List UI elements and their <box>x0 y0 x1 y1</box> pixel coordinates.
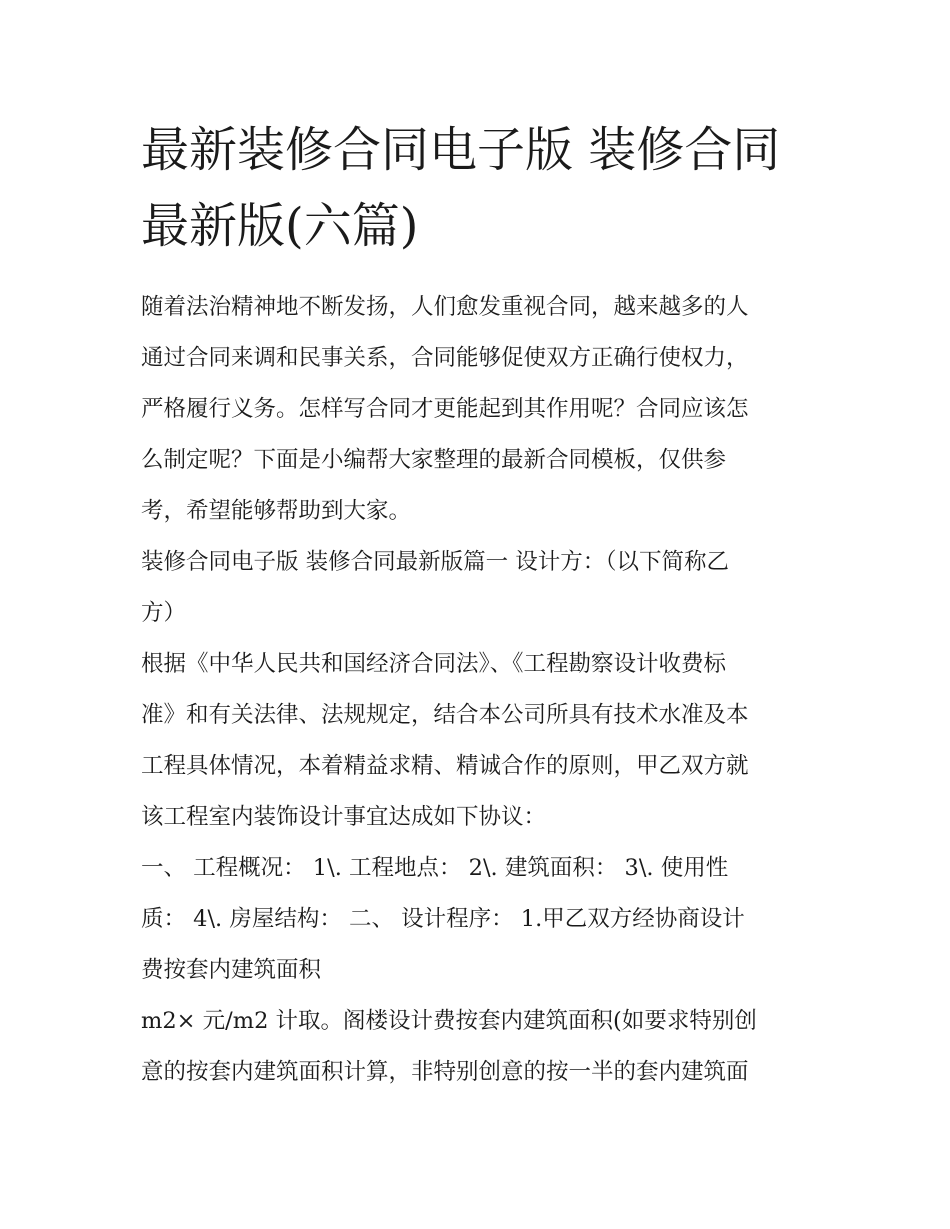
section-heading-paragraph <box>141 537 813 639</box>
text-line: m2× 元/m2 计取。阁楼设计费按套内建筑面积(如要求特别创 <box>141 1008 757 1034</box>
text-line: 质： 4\. 房屋结构： 二、 设计程序： 1.甲乙双方经协商设计 <box>141 906 745 932</box>
text-line: 装修合同电子版 装修合同最新版篇一 设计方：（以下简称乙 <box>141 549 730 575</box>
text-line: 严格履行义务。怎样写合同才更能起到其作用呢？合同应该怎 <box>141 396 749 422</box>
text-line: 根据《中华人民共和国经济合同法》、《工程勘察设计收费标 <box>141 651 727 677</box>
text-line: 么制定呢？下面是小编帮大家整理的最新合同模板，仅供参 <box>141 447 727 473</box>
text-line: 通过合同来调和民事关系，合同能够促使双方正确行使权力， <box>141 345 749 371</box>
intro-paragraph <box>141 282 813 537</box>
text-line: 方） <box>141 600 187 626</box>
overview-paragraph <box>141 843 813 996</box>
basis-paragraph <box>141 639 813 843</box>
document-page <box>141 112 813 1098</box>
title-line: 最新装修合同电子版 装修合同 <box>141 122 781 178</box>
title-line: 最新版(六篇) <box>141 198 419 254</box>
text-line: 该工程室内装饰设计事宜达成如下协议： <box>141 804 547 830</box>
text-line: 一、 工程概况： 1\. 工程地点： 2\. 建筑面积： 3\. 使用性 <box>141 855 729 881</box>
document-body <box>141 282 813 1098</box>
text-line: 意的按套内建筑面积计算，非特别创意的按一半的套内建筑面 <box>141 1059 749 1085</box>
text-line: 准》和有关法律、法规规定，结合本公司所具有技术水准及本 <box>141 702 749 728</box>
text-line: 工程具体情况，本着精益求精、精诚合作的原则，甲乙双方就 <box>141 753 749 779</box>
document-title <box>141 112 813 264</box>
text-line: 随着法治精神地不断发扬，人们愈发重视合同，越来越多的人 <box>141 294 749 320</box>
text-line: 费按套内建筑面积 <box>141 957 322 983</box>
fee-paragraph <box>141 996 813 1098</box>
text-line: 考，希望能够帮助到大家。 <box>141 498 412 524</box>
